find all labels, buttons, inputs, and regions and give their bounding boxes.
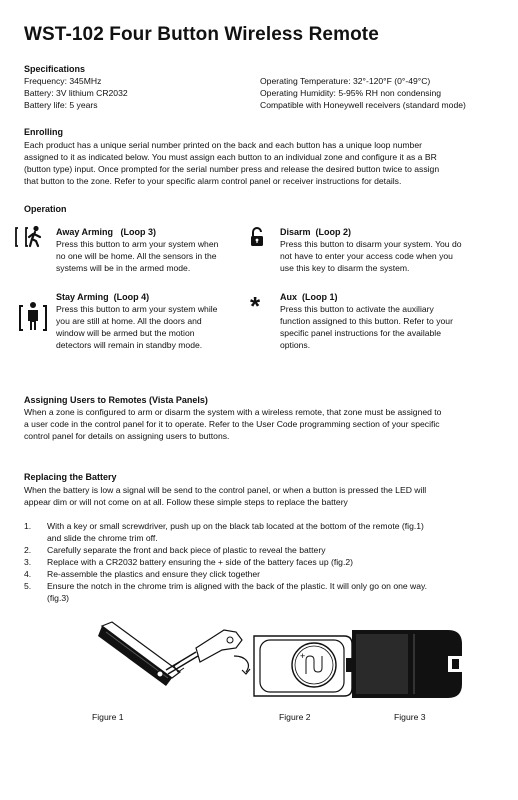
assigning-line: a user code in the control panel for it to operate. Refer to the User Code programming section of your specific [24,419,440,429]
figure-1-caption: Figure 1 [92,712,124,722]
stay-person-icon [18,300,48,332]
away-arming-text: systems will be in the armed mode. [56,263,191,273]
assigning-line: When a zone is configured to arm or disarm the system with a wireless remote, that zone must be assigned to [24,407,442,417]
enrolling-line: assigned to it as indicated below. You must assign each button to an individual zone and configure it as a BR [24,152,437,162]
list-item [24,520,494,544]
enrolling-line: Each product has a unique serial number printed on the back and each button has a unique loop number [24,140,422,150]
assigning-text [24,406,441,442]
replacing-battery-heading: Replacing the Battery [24,472,117,482]
page-title: WST-102 Four Button Wireless Remote [24,24,379,45]
step-text: (fig.3) [47,593,69,603]
stay-arming-text: detectors will remain in standby mode. [56,340,203,350]
assigning-heading: Assigning Users to Remotes (Vista Panels) [24,395,208,405]
away-arming-text: Press this button to arm your system when [56,239,219,249]
spec-compatibility: Compatible with Honeywell receivers (standard mode) [260,100,466,110]
enrolling-heading: Enrolling [24,127,63,137]
aux-text: function assigned to this button. Refer to your [280,316,453,326]
aux-text: specific panel instructions for the available [280,328,441,338]
stay-arming-text: you are still at home. All the doors and [56,316,202,326]
svg-text:+: + [300,651,306,661]
aux-text: options. [280,340,311,350]
step-number: 1. [24,521,32,531]
disarm-text: Press this button to disarm your system. You do [280,239,462,249]
stay-arming-text: Press this button to arm your system while [56,304,218,314]
replacing-battery-text [24,484,426,508]
list-item [24,556,494,568]
list-item [24,544,494,556]
figure-3-illustration [348,626,468,702]
figure-1-illustration [96,618,266,690]
battery-steps-list [24,520,494,604]
step-text: Carefully separate the front and back piece of plastic to reveal the battery [47,545,326,555]
stay-arming-title: Stay Arming (Loop 4) [56,292,150,302]
specifications-heading: Specifications [24,64,86,74]
enrolling-line: (button type) input. Once prompted for the serial number press and release the desired button twice to assign [24,164,440,174]
assigning-line: control panel for details on assigning users to buttons. [24,431,230,441]
disarm-text: use this key to disarm the system. [280,263,410,273]
step-text: With a key or small screwdriver, push up on the black tab located at the bottom of the remote (fig.1) [47,521,424,531]
specs-left-column [24,75,128,111]
figure-3-caption: Figure 3 [394,712,426,722]
enrolling-line: that button to the zone. Refer to your specific alarm control panel or receiver instructions for details. [24,176,402,186]
stay-arming-text: window will be armed but the motion [56,328,195,338]
list-item [24,568,494,580]
away-arming-title: Away Arming (Loop 3) [56,227,157,237]
spec-humidity: Operating Humidity: 5-95% RH non condensing [260,88,442,98]
away-person-icon [15,225,45,249]
step-number: 3. [24,557,32,567]
operation-heading: Operation [24,204,67,214]
figure-2-caption: Figure 2 [279,712,311,722]
figure-2-illustration [248,630,358,702]
step-text: Ensure the notch in the chrome trim is aligned with the back of the plastic. It will only go on one way. [47,581,428,591]
aux-title: Aux (Loop 1) [280,292,338,302]
specs-right-column [260,75,466,111]
step-number: 4. [24,569,32,579]
list-item [24,580,494,604]
spec-temperature: Operating Temperature: 32°-120°F (0°-49°C) [260,76,431,86]
disarm-text: not have to enter your access code when you [280,251,453,261]
battery-line: appear dim or will not come on at all. Follow these simple steps to replace the battery [24,497,348,507]
unlock-icon [249,227,265,247]
spec-battery: Battery: 3V lithium CR2032 [24,88,128,98]
battery-line: When the battery is low a signal will be send to the control panel, or when a button is pressed the LED will [24,485,427,495]
step-text: and slide the chrome trim off. [47,533,158,543]
step-text: Replace with a CR2032 battery ensuring the + side of the battery faces up (fig.2) [47,557,353,567]
enrolling-text [24,139,439,187]
step-number: 5. [24,581,32,591]
asterisk-icon: * [250,291,261,321]
disarm-title: Disarm (Loop 2) [280,227,352,237]
spec-battery-life: Battery life: 5 years [24,100,98,110]
away-arming-text: no one will be home. All the sensors in the [56,251,217,261]
step-number: 2. [24,545,32,555]
step-text: Re-assemble the plastics and ensure they click together [47,569,261,579]
aux-text: Press this button to activate the auxiliary [280,304,434,314]
spec-frequency: Frequency: 345MHz [24,76,102,86]
